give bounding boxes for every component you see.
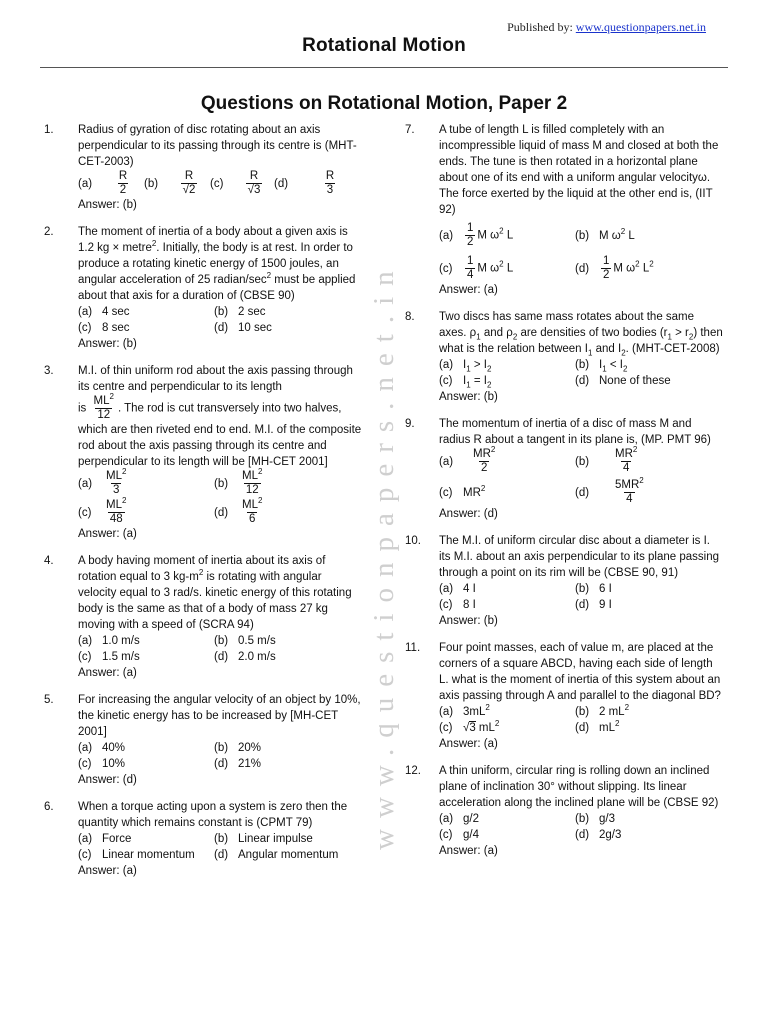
options: (a) 4 sec (b) 2 sec (c) 8 sec (d) 10 sec <box>78 306 272 334</box>
watermark: www.questionpapers.net.in <box>368 260 400 850</box>
options: (a) $\frac{1}{2}$ M $\omega^2$ L (b) M $\omega^2$ L (c) $\frac{1}{4}$ M $\omega^2$ L (d) $\frac{1}{2}$ M $\omega^2$ $L^2$ <box>439 222 654 281</box>
options: (a) $\frac{ML^2}{3}$ (b) $\frac{ML^2}{12}$ (c) $\frac{ML^2}{48}$ (d) $\frac{ML^2}{6}$ <box>78 467 263 525</box>
question-5: 5. For increasing the angular velocity of an object by 10%, the kinetic energy has to be increased by [MH-CET 2001] (a) 40% (b) 20% (c) 10% (d) 21% Answer: (d) <box>44 694 361 786</box>
question-8: 8. Two discs has same mass rotates about the same axes. $\rho_1$ and $\rho_2$ are densities of two bodies $(r_1 > r_2)$ then what is the relation between $I_1$ and $I_2$. (MHT-CET-2008) (a) $I_1 > I_2$ (b) $I_1 < I_2$ (c) $I_1 = I_2$ (d) None of these Answer: (b) <box>405 311 723 403</box>
answer: Answer: (a) <box>78 865 137 877</box>
question-4: 4. A body having moment of inertia about its axis of rotation equal to 3 $kg-m^2$ is rotating with angular velocity equal to 3 rad/s. kinetic energy of this rotating body is the same as that of a body of mass 27 kg moving with a speed of (SCRA 94) (a) 1.0 m/s (b) 0.5 m/s (c) 1.5 m/s (d) 2.0 m/s Answer: (a) <box>44 553 362 681</box>
publisher-link[interactable]: www.questionpapers.net.in <box>575 20 706 34</box>
answer: Answer: (b) <box>78 199 137 211</box>
options: (a) R 2 (b) R √2 (c) R √3 (d) R 3 <box>78 170 335 196</box>
answer: Answer: (b) <box>78 338 137 350</box>
paper-title: Questions on Rotational Motion, Paper 2 <box>200 93 568 114</box>
question-10: 10. The M.I. of uniform circular disc about a diameter is I. its M.I. about an axis perpendicular to its plane passing through a point on its rim will be (CBSE 90, 91) (a) 4 I (b) 6 I (c) 8 I (d) 9 I Answer: (b) <box>405 533 723 629</box>
left-column <box>44 122 362 890</box>
options: (a) 40% (b) 20% (c) 10% (d) 21% <box>78 742 262 770</box>
question-12: 12. A thin uniform, circular ring is rolling down an inclined plane of inclination 30° without slipping. Its linear acceleration along the inclined plane will be (CBSE 92) (a) g/2 (b) g/3 (c) g/4 (d) 2g/3 Answer: (a) <box>405 763 723 859</box>
question-9: 9. The momentum of inertia of a disc of mass M and radius R about a tangent in its plane is, (MP. PMT 96) (a) $\frac{MR^2}{2}$ (b) $\frac{MR^2}{4}$ (c) $MR^2$ (d) $\frac{5MR^2}{4}$ Answer: (d) <box>405 416 723 522</box>
publisher-line: Published by: www.questionpapers.net.in <box>507 20 706 34</box>
answer: Answer: (b) <box>439 615 498 627</box>
right-column <box>405 122 723 870</box>
question-11: 11. Four point masses, each of value m, are placed at the corners of a square ABCD, having each side of length L. what is the moment of inertia of this system about an axis passing through A and parallel to the diagonal BD? (a) $3mL^2$ (b) 2 $mL^2$ (c) √3 $mL^2$ (d) $mL^2$ Answer: (a) <box>405 640 723 752</box>
page-title: Rotational Motion <box>302 35 466 56</box>
options: (a) 4 I (b) 6 I (c) 8 I (d) 9 I <box>439 583 612 611</box>
question-6: 6. When a torque acting upon a system is zero then the quantity which remains constant is (CPMT 79) (a) Force (b) Linear impulse (c) Linear momentum (d) Angular momentum Answer: (a) <box>44 799 362 879</box>
answer: Answer: (d) <box>439 508 498 520</box>
options: (a) 1.0 m/s (b) 0.5 m/s (c) 1.5 m/s (d) 2.0 m/s <box>78 635 276 663</box>
options: (a) $3mL^2$ (b) 2 $mL^2$ (c) √3 $mL^2$ (d) $mL^2$ <box>439 703 630 734</box>
question-3: 3. M.I. of thin uniform rod about the axis passing through its centre and perpendicular to its length is $\frac{ML^2}{12}$ . The rod is cut transversely into two halves, which are then riveted end to end. M.I. of the composite rod about the axis passing through its centre and perpendicular to its length will be [MH-CET 2001] (a) $\frac{ML^2}{3}$ (b) $\frac{ML^2}{12}$ (c) $\frac{ML^2}{48}$ (d) $\frac{ML^2}{6}$ Answer: (a) <box>44 365 362 540</box>
options: (a) g/2 (b) g/3 (c) g/4 (d) 2g/3 <box>439 813 622 841</box>
answer: Answer: (b) <box>439 391 498 403</box>
question-7: 7. A tube of length L is filled completely with an incompressible liquid of mass M and closed at both the ends. The tune is then rotated in a horizontal plane about one of its end with a uniform angular velocityω. The force exerted by the liquid at the other end is, (IIT 92) (a) $\frac{1}{2}$ M $\omega^2$ L (b) M $\omega^2$ L (c) $\frac{1}{4}$ M $\omega^2$ L (d) $\frac{1}{2}$ M $\omega^2$ $L^2$ Answer: (a) <box>405 122 723 298</box>
question-2: 2. The moment of inertia of a body about a given axis is 1.2 kg × metre$^2$. Initially, the body is at rest. In order to produce a rotating kinetic energy of 1500 joules, an angular acceleration of 25 radian/$\sec^2$ must be applied about that axis for a duration of (CBSE 90) (a) 4 sec (b) 2 sec (c) 8 sec (d) 10 sec Answer: (b) <box>44 224 362 352</box>
answer: Answer: (d) <box>78 774 137 786</box>
answer: Answer: (a) <box>439 738 498 750</box>
options: (a) Force (b) Linear impulse (c) Linear momentum (d) Angular momentum <box>78 833 339 861</box>
question-1: 1. Radius of gyration of disc rotating about an axis perpendicular to its passing through its centre is (MHT-CET-2003) (a) R 2 (b) R √2 (c) R √3 (d) R 3 Answer: (b) <box>44 122 362 213</box>
answer: Answer: (a) <box>78 667 137 679</box>
options: (a) $\frac{MR^2}{2}$ (b) $\frac{MR^2}{4}$ (c) $MR^2$ (d) $\frac{5MR^2}{4}$ <box>439 445 644 505</box>
options: (a) $I_1 > I_2$ (b) $I_1 < I_2$ (c) $I_1 = I_2$ (d) None of these <box>439 359 671 390</box>
title-divider <box>40 67 728 68</box>
answer: Answer: (a) <box>78 528 137 540</box>
answer: Answer: (a) <box>439 845 498 857</box>
answer: Answer: (a) <box>439 284 498 296</box>
